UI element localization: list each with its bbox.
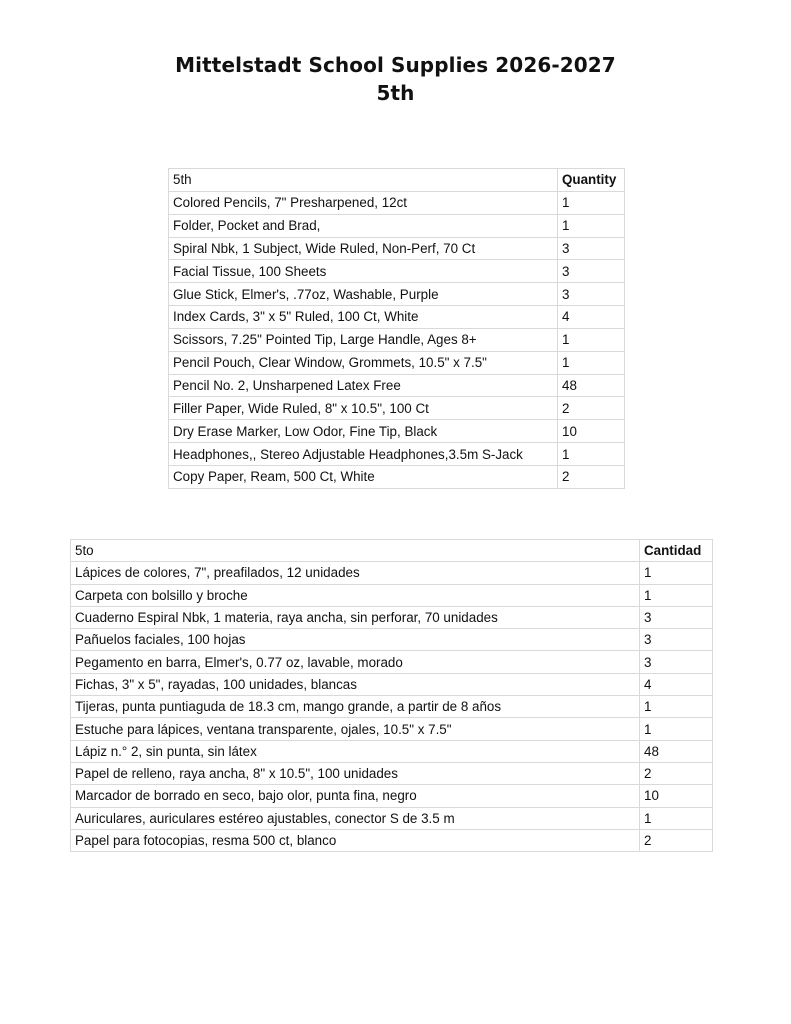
quantity-cell: 1 bbox=[558, 191, 625, 214]
item-cell: Fichas, 3" x 5", rayadas, 100 unidades, blancas bbox=[71, 673, 640, 695]
quantity-cell: 2 bbox=[640, 829, 713, 851]
table-row bbox=[71, 606, 713, 628]
supply-table-spanish bbox=[70, 539, 713, 852]
quantity-cell: 1 bbox=[640, 696, 713, 718]
quantity-cell: 1 bbox=[640, 584, 713, 606]
item-cell: Scissors, 7.25" Pointed Tip, Large Handle, Ages 8+ bbox=[169, 328, 558, 351]
item-cell: Tijeras, punta puntiaguda de 18.3 cm, mango grande, a partir de 8 años bbox=[71, 696, 640, 718]
quantity-cell: 10 bbox=[558, 420, 625, 443]
table-row bbox=[71, 651, 713, 673]
table-row bbox=[169, 351, 625, 374]
item-cell: Auriculares, auriculares estéreo ajustables, conector S de 3.5 m bbox=[71, 807, 640, 829]
table-row bbox=[71, 740, 713, 762]
table-row bbox=[71, 584, 713, 606]
table-row bbox=[169, 283, 625, 306]
item-cell: Pegamento en barra, Elmer's, 0.77 oz, lavable, morado bbox=[71, 651, 640, 673]
quantity-cell: 4 bbox=[640, 673, 713, 695]
quantity-cell: 2 bbox=[640, 762, 713, 784]
table-row bbox=[169, 214, 625, 237]
quantity-cell: 3 bbox=[640, 629, 713, 651]
item-cell: Cuaderno Espiral Nbk, 1 materia, raya ancha, sin perforar, 70 unidades bbox=[71, 606, 640, 628]
item-cell: Dry Erase Marker, Low Odor, Fine Tip, Black bbox=[169, 420, 558, 443]
table-row bbox=[71, 696, 713, 718]
quantity-cell: 10 bbox=[640, 785, 713, 807]
item-cell: Lápices de colores, 7", preafilados, 12 unidades bbox=[71, 562, 640, 584]
quantity-cell: 48 bbox=[558, 374, 625, 397]
table-row bbox=[169, 397, 625, 420]
item-cell: Marcador de borrado en seco, bajo olor, punta fina, negro bbox=[71, 785, 640, 807]
quantity-cell: 1 bbox=[558, 328, 625, 351]
item-cell: Papel de relleno, raya ancha, 8" x 10.5", 100 unidades bbox=[71, 762, 640, 784]
quantity-cell: 2 bbox=[558, 397, 625, 420]
supply-table-english bbox=[168, 168, 625, 489]
table-row bbox=[71, 807, 713, 829]
quantity-cell: 1 bbox=[558, 351, 625, 374]
page-title: Mittelstadt School Supplies 2026-2027 bbox=[175, 53, 616, 77]
quantity-cell: 1 bbox=[640, 562, 713, 584]
table-row bbox=[169, 306, 625, 329]
table-row bbox=[169, 260, 625, 283]
quantity-cell: 4 bbox=[558, 306, 625, 329]
table-row bbox=[169, 465, 625, 488]
column-header-item: 5th bbox=[169, 169, 558, 192]
table-row bbox=[169, 191, 625, 214]
item-cell: Papel para fotocopias, resma 500 ct, blanco bbox=[71, 829, 640, 851]
quantity-cell: 1 bbox=[558, 443, 625, 466]
table-header-row bbox=[71, 540, 713, 562]
item-cell: Pañuelos faciales, 100 hojas bbox=[71, 629, 640, 651]
item-cell: Colored Pencils, 7" Presharpened, 12ct bbox=[169, 191, 558, 214]
item-cell: Filler Paper, Wide Ruled, 8" x 10.5", 100 Ct bbox=[169, 397, 558, 420]
column-header-quantity: Cantidad bbox=[640, 540, 713, 562]
table-row bbox=[169, 328, 625, 351]
quantity-cell: 48 bbox=[640, 740, 713, 762]
quantity-cell: 3 bbox=[558, 283, 625, 306]
table-row bbox=[169, 374, 625, 397]
quantity-cell: 3 bbox=[558, 260, 625, 283]
table-row bbox=[169, 443, 625, 466]
quantity-cell: 1 bbox=[640, 807, 713, 829]
table-row bbox=[71, 718, 713, 740]
grade-heading: 5th bbox=[376, 81, 415, 105]
column-header-item: 5to bbox=[71, 540, 640, 562]
table-row bbox=[71, 673, 713, 695]
quantity-cell: 2 bbox=[558, 465, 625, 488]
item-cell: Carpeta con bolsillo y broche bbox=[71, 584, 640, 606]
item-cell: Pencil No. 2, Unsharpened Latex Free bbox=[169, 374, 558, 397]
quantity-cell: 1 bbox=[640, 718, 713, 740]
item-cell: Estuche para lápices, ventana transparente, ojales, 10.5" x 7.5" bbox=[71, 718, 640, 740]
table-row bbox=[71, 629, 713, 651]
item-cell: Facial Tissue, 100 Sheets bbox=[169, 260, 558, 283]
item-cell: Pencil Pouch, Clear Window, Grommets, 10.5" x 7.5" bbox=[169, 351, 558, 374]
item-cell: Lápiz n.° 2, sin punta, sin látex bbox=[71, 740, 640, 762]
item-cell: Headphones,, Stereo Adjustable Headphones,3.5m S-Jack bbox=[169, 443, 558, 466]
table-header-row bbox=[169, 169, 625, 192]
table-row bbox=[71, 785, 713, 807]
table-row bbox=[169, 237, 625, 260]
quantity-cell: 1 bbox=[558, 214, 625, 237]
quantity-cell: 3 bbox=[558, 237, 625, 260]
quantity-cell: 3 bbox=[640, 651, 713, 673]
table-row bbox=[71, 829, 713, 851]
table-row bbox=[169, 420, 625, 443]
table-row bbox=[71, 562, 713, 584]
item-cell: Glue Stick, Elmer's, .77oz, Washable, Purple bbox=[169, 283, 558, 306]
item-cell: Spiral Nbk, 1 Subject, Wide Ruled, Non-Perf, 70 Ct bbox=[169, 237, 558, 260]
item-cell: Index Cards, 3" x 5" Ruled, 100 Ct, White bbox=[169, 306, 558, 329]
item-cell: Folder, Pocket and Brad, bbox=[169, 214, 558, 237]
table-row bbox=[71, 762, 713, 784]
column-header-quantity: Quantity bbox=[558, 169, 625, 192]
quantity-cell: 3 bbox=[640, 606, 713, 628]
item-cell: Copy Paper, Ream, 500 Ct, White bbox=[169, 465, 558, 488]
